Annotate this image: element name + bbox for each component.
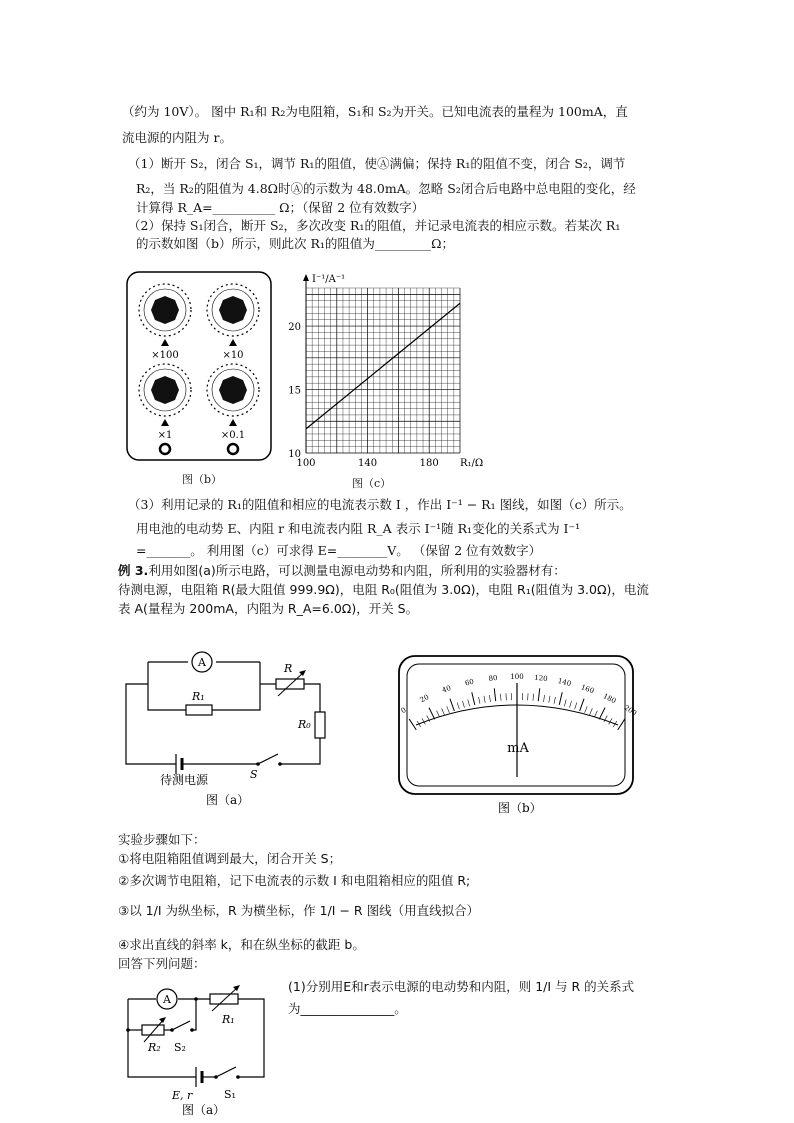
label-s2: S₂ xyxy=(174,1041,186,1054)
ammeter-figure xyxy=(398,655,639,825)
dial-label-x1: ×1 xyxy=(157,430,173,441)
chart-x-tick-label: 100 xyxy=(296,458,316,469)
text-line: 的示数如图（b）所示，则此次 R₁的阻值为_________Ω； xyxy=(136,236,455,251)
label-r1-2: R₁ xyxy=(222,1013,235,1026)
chart-c xyxy=(280,268,490,478)
meter-scale-label: 40 xyxy=(440,684,453,695)
label-r0: R₀ xyxy=(298,718,311,731)
meter-scale-label: 20 xyxy=(418,693,431,705)
meter-scale-label: 140 xyxy=(557,677,572,688)
steps-title: 实验步骤如下： xyxy=(118,832,206,847)
text-line: =_______。 利用图（c）可求得 E=________V。 （保留 2 位有效数字） xyxy=(136,543,542,558)
rheostat-r2 xyxy=(142,1025,164,1035)
label-r2: R₂ xyxy=(148,1041,161,1054)
meter-scale-label: 160 xyxy=(579,683,596,696)
question-1-blank: 为_______________。 xyxy=(288,1001,407,1016)
ammeter-label: A xyxy=(198,656,206,669)
switch-s1[interactable] xyxy=(214,1067,240,1079)
meter-unit: mA xyxy=(507,741,529,756)
switch-s2[interactable] xyxy=(170,1021,194,1032)
chart-xlabel: R₁/Ω xyxy=(460,458,484,469)
label-r: R xyxy=(284,662,293,675)
step-2: ②多次调节电阻箱，记下电流表的示数 I 和电阻箱相应的阻值 R; xyxy=(118,873,471,888)
text-line: 表 A(量程为 200mA，内阻为 R_A=6.0Ω)，开关 S。 xyxy=(118,601,419,616)
text-line: 计算得 R_A=__________ Ω；（保留 2 位有效数字） xyxy=(136,200,425,215)
circuit-diagram-a2 xyxy=(118,985,278,1120)
example-3-text: 利用如图(a)所示电路，可以测量电源电动势和内阻，所利用的实验器材有： xyxy=(148,563,566,578)
example-3-line xyxy=(118,563,566,579)
text-line: 待测电源，电阻箱 R(最大阻值 999.9Ω)，电阻 R₀(阻值为 3.0Ω)，电阻 R₁(阻值为 3.0Ω)，电流 xyxy=(118,582,649,597)
question-1-line: (1)分别用E和r表示电源的电动势和内阻，则 1/I 与 R 的关系式 xyxy=(288,979,635,994)
figure-caption-a1: 图（a） xyxy=(206,793,250,807)
label-s1: S₁ xyxy=(224,1088,236,1101)
figure-caption-b: 图（b） xyxy=(182,473,223,486)
label-source: 待测电源 xyxy=(160,773,209,787)
switch-s[interactable] xyxy=(256,754,282,766)
step-1: ①将电阻箱阻值调到最大，闭合开关 S； xyxy=(118,851,342,866)
text-line: 流电源的内阻为 r。 xyxy=(122,130,232,145)
text-line: R₂，当 R₂的阻值为 4.8Ω时Ⓐ的示数为 48.0mA。忽略 S₂闭合后电路中总电阻的变化，经 xyxy=(136,181,636,196)
chart-y-tick-label: 10 xyxy=(288,449,301,460)
chart-y-tick-label: 20 xyxy=(288,322,301,334)
chart-y-tick-label: 15 xyxy=(288,385,301,397)
rheostat-r xyxy=(276,679,304,689)
step-3: ③以 1/I 为纵坐标，R 为横坐标，作 1/I − R 图线（用直线拟合） xyxy=(118,903,480,918)
meter-scale-label: 180 xyxy=(601,692,618,706)
battery-icon xyxy=(176,754,190,774)
meter-scale-label: 0 xyxy=(399,705,408,716)
chart-series-line xyxy=(306,303,460,429)
resistor-r1 xyxy=(186,705,212,715)
chart-x-tick-label: 180 xyxy=(419,458,439,469)
label-r1: R₁ xyxy=(192,690,205,703)
rheostat-r1 xyxy=(210,994,238,1004)
meter-scale-label: 100 xyxy=(510,673,524,681)
meter-scale-label: 120 xyxy=(533,673,549,684)
example-3-heading: 例 3. xyxy=(118,563,149,578)
label-s: S xyxy=(250,768,258,781)
figure-caption-c: 图（c） xyxy=(352,477,392,490)
text-line: （约为 10V）。 图中 R₁和 R₂为电阻箱，S₁和 S₂为开关。已知电流表的量程为 100mA，直 xyxy=(122,104,628,119)
chart-x-tick-label: 140 xyxy=(358,458,378,469)
figure-caption-a2: 图（a） xyxy=(182,1103,226,1117)
chart-ylabel: I⁻¹/A⁻¹ xyxy=(312,274,346,285)
meter-scale-label: 80 xyxy=(488,673,498,683)
text-line: （2）保持 S₁闭合，断开 S₂，多次改变 R₁的阻值，并记录电流表的相应示数。若某次 R₁ xyxy=(128,218,621,233)
figure-caption-b2: 图（b） xyxy=(498,801,542,815)
resistor-r0 xyxy=(315,712,325,738)
meter-scale-label: 200 xyxy=(622,703,639,718)
dial-label-x100: ×100 xyxy=(151,350,179,361)
text-line: （1）断开 S₂，闭合 S₁，调节 R₁的阻值，使Ⓐ满偏；保持 R₁的阻值不变，闭合 S₂，调节 xyxy=(128,156,626,171)
ammeter-label-2: A xyxy=(163,993,171,1006)
resistance-box-figure xyxy=(125,270,275,470)
step-4: ④求出直线的斜率 k，和在纵坐标的截距 b。 xyxy=(118,937,365,952)
meter-scale-label: 60 xyxy=(464,677,475,688)
text-line: 用电池的电动势 E、内阻 r 和电流表内阻 R_A 表示 I⁻¹随 R₁变化的关系式为 I⁻¹ xyxy=(136,521,581,536)
battery-icon-2 xyxy=(196,1067,208,1087)
label-er: E, r xyxy=(172,1089,193,1102)
circuit-diagram-a1 xyxy=(118,650,338,810)
text-line: （3）利用记录的 R₁的阻值和相应的电流表示数 I ，作出 I⁻¹ − R₁ 图线，如图（c）所示。 xyxy=(128,497,632,512)
answer-prompt: 回答下列问题： xyxy=(118,956,206,971)
dial-label-x0-1: ×0.1 xyxy=(220,430,246,441)
dial-label-x10: ×10 xyxy=(222,350,244,361)
